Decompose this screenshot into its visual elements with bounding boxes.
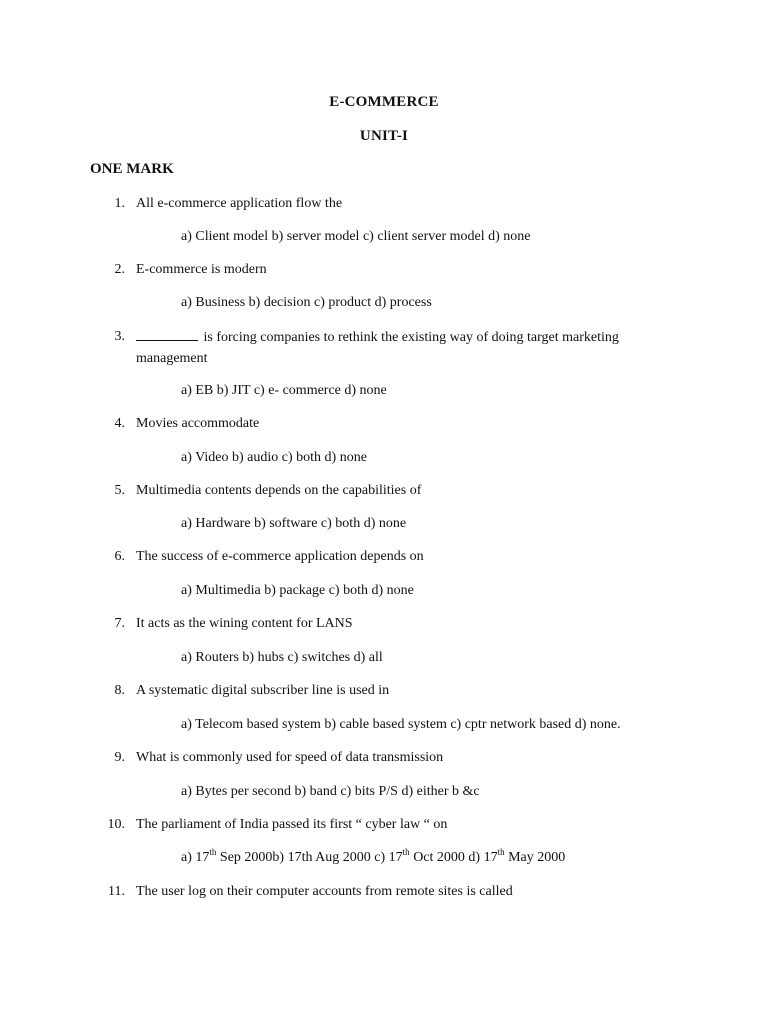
question-number: 3. — [114, 329, 125, 344]
question-text: It acts as the wining content for LANS — [136, 616, 353, 631]
fill-in-blank — [136, 326, 198, 341]
option-text: a) 17 — [181, 850, 210, 865]
unit-heading: UNIT-I — [359, 128, 409, 144]
question-7-options: a) Routers b) hubs c) switches d) all — [181, 650, 383, 665]
question-number: 7. — [114, 616, 125, 631]
question-2-options: a) Business b) decision c) product d) process — [181, 295, 432, 310]
document-title: E-COMMERCE — [329, 94, 439, 110]
ordinal-suffix: th — [209, 847, 217, 857]
question-text: What is commonly used for speed of data transmission — [136, 750, 444, 765]
question-number: 6. — [114, 549, 125, 564]
section-heading: ONE MARK — [90, 161, 174, 177]
option-text: May 2000 — [504, 850, 566, 865]
question-number: 8. — [114, 683, 125, 698]
question-number: 2. — [114, 262, 125, 277]
question-5-options: a) Hardware b) software c) both d) none — [181, 516, 407, 531]
question-text: Movies accommodate — [136, 416, 260, 431]
question-number: 11. — [108, 884, 125, 899]
question-6-options: a) Multimedia b) package c) both d) none — [181, 583, 414, 598]
question-text: E-commerce is modern — [136, 262, 267, 277]
question-text: The success of e-commerce application depends on — [136, 549, 424, 564]
question-4-options: a) Video b) audio c) both d) none — [181, 450, 367, 465]
question-3-options: a) EB b) JIT c) e- commerce d) none — [181, 383, 387, 398]
question-9-options: a) Bytes per second b) band c) bits P/S d) either b &c — [181, 784, 480, 799]
question-text: All e-commerce application flow the — [136, 196, 343, 211]
option-text: Oct 2000 d) 17 — [409, 850, 498, 865]
question-number: 1. — [114, 196, 125, 211]
option-text: Sep 2000b) 17th Aug 2000 c) 17 — [216, 850, 403, 865]
ordinal-suffix: th — [497, 847, 505, 857]
question-text: The parliament of India passed its first “ cyber law “ on — [136, 817, 448, 832]
question-text: A systematic digital subscriber line is used in — [136, 683, 390, 698]
question-10-options — [181, 847, 741, 868]
question-number: 10. — [107, 817, 125, 832]
ordinal-suffix: th — [402, 847, 410, 857]
question-text: The user log on their computer accounts from remote sites is called — [136, 884, 513, 899]
question-text — [136, 326, 666, 369]
question-number: 5. — [114, 483, 125, 498]
question-text: Multimedia contents depends on the capabilities of — [136, 483, 422, 498]
question-8-options: a) Telecom based system b) cable based system c) cptr network based d) none. — [181, 717, 621, 732]
question-number: 9. — [114, 750, 125, 765]
question-1-options: a) Client model b) server model c) client server model d) none — [181, 229, 531, 244]
question-number: 4. — [114, 416, 125, 431]
question-text-body: is forcing companies to rethink the existing way of doing target marketing management — [136, 330, 619, 366]
